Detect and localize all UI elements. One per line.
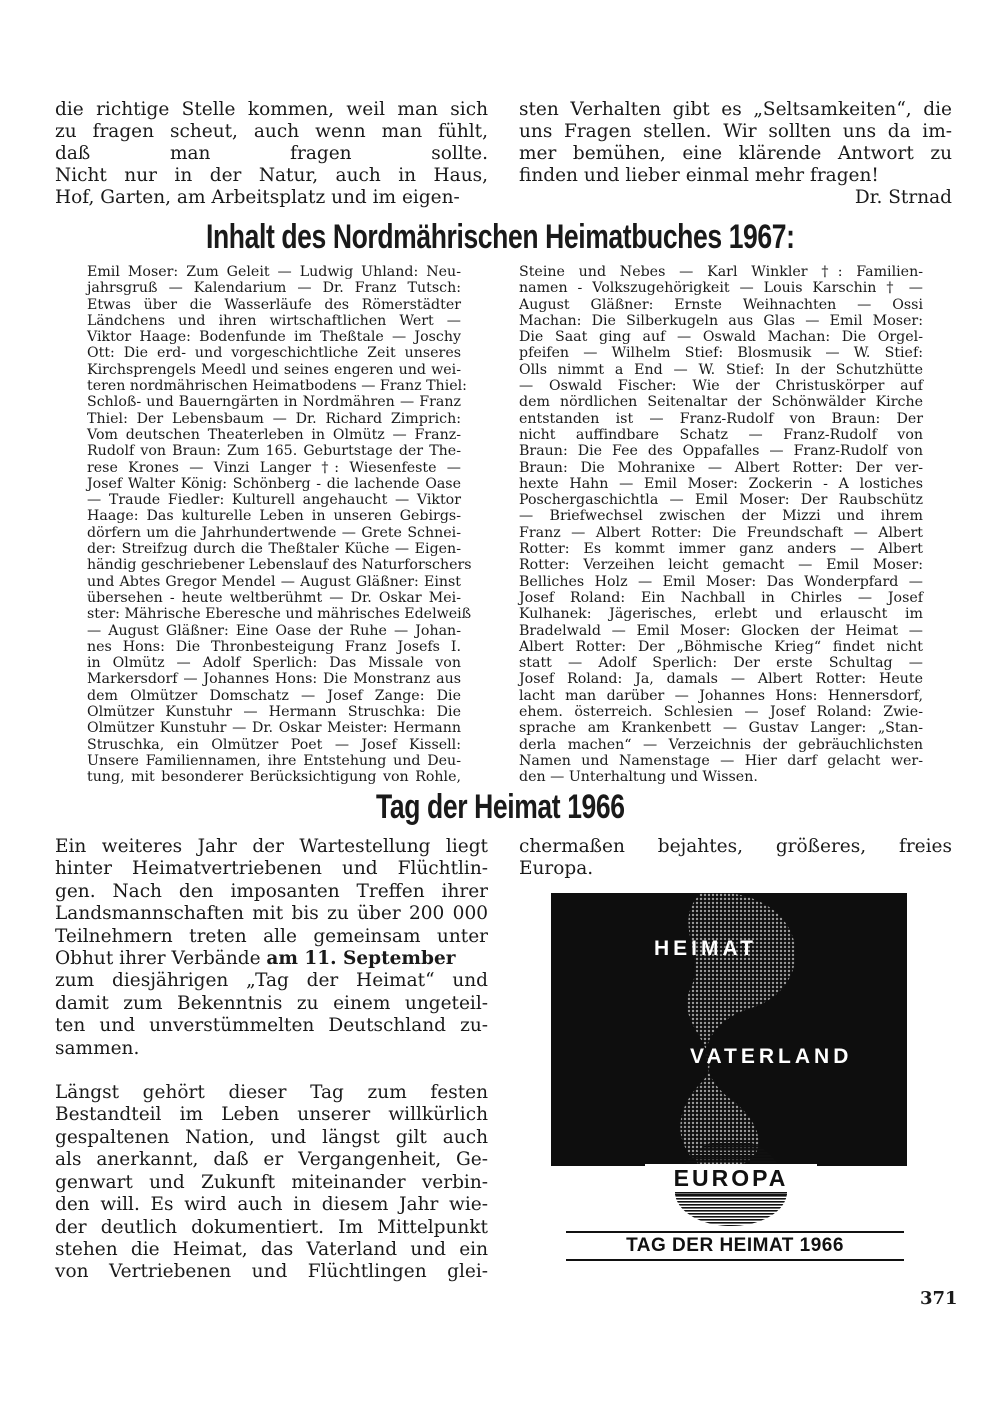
text-line: Kulhanek: Jägerisches, erlebt und erlauscht im [519,606,923,623]
text-line: Obhut ihrer Verbände [55,948,267,970]
text-line: chermaßen bejahtes, größeres, freies [519,836,952,857]
text-line: damit zum Bekenntnis zu einem ungeteil- [55,992,488,1014]
text-line: als anerkannt, daß er Vergangenheit, Ge- [55,1149,488,1171]
toc-heading: Inhalt des Nordmährischen Heimatbuches 1967: [205,218,795,256]
text-line: stehen die Heimat, das Vaterland und ein [55,1238,488,1260]
text-line: ster: Mährische Eberesche und mährisches Edelweiß [87,606,472,623]
text-line: finden und lieber einmal mehr fragen! [519,165,879,186]
top-left-lines [55,99,488,209]
text-line: Olls nimmt a End — W. Stief: In der Schutzhütte [519,361,923,378]
text-line: gespaltenen Nation, und längst gilt auch [55,1126,488,1148]
text-line: Teilnehmern treten alle gemeinsam unter [55,925,488,947]
text-line: Steine und Nebes — Karl Winkler †: Familien- [519,264,923,280]
toc-right-column [519,264,923,786]
text-line: lacht man darüber — Johannes Hons: Hennersdorf, [519,687,923,704]
text-line: nes Hons: Die Thronbesteigung Franz Josefs I. [87,638,461,655]
toc-left-column [87,264,472,786]
europa-globe [645,1160,817,1230]
text-line: hexte Hahn — Emil Moser: Zockerin - A lostiches [519,475,923,492]
text-line: rese Krones — Vinzi Langer †: Wiesenfeste — [87,459,461,476]
text-line: daß man fragen sollte. [55,143,488,164]
text-line: derla machen“ — Verzeichnis der gebräuchlichsten [519,736,923,753]
text-line: sammen. [55,1037,140,1059]
text-line: teren nordmährischen Heimatbodens — Franz Thiel: [87,378,467,395]
article-left-column [55,836,488,1284]
text-line: der deutlich dokumentiert. Im Mittelpunkt [55,1216,488,1238]
text-line: statt — Adolf Sperlich: Der erste Schultag — [519,655,923,672]
page-number: 371 [920,1288,958,1309]
text-line: Belliches Holz — Emil Moser: Das Wonderpfard — [519,573,923,590]
text-line: entstanden ist — Franz-Rudolf von Braun: Der [519,410,923,427]
text-line: Machan: Die Silberkugeln aus Glas — Emil Moser: [519,312,923,329]
text-line: uns Fragen stellen. Wir sollten uns da im- [519,121,952,142]
text-line: Namen und Namenstage — Hier darf gelacht wer- [519,752,923,769]
text-line: hinter Heimatvertriebenen und Flüchtlin- [55,858,488,880]
text-line: den — Unterhaltung und Wissen. [519,769,758,786]
text-line: mer bemühen, eine klärende Antwort zu [519,143,952,164]
text-line: Viktor Haage: Bodenfunde im Theßtale — Joschy [87,329,461,346]
text-line: Josef Walter König: Schönberg - die lachende Oase [87,475,461,492]
text-line: sten Verhalten gibt es „Seltsamkeiten“, die [519,99,952,120]
text-line: dörfern um die Jahrhundertwende — Grete Schnei- [87,524,461,541]
author-signature: Dr. Strnad [854,187,952,208]
text-line: von Vertriebenen und Flüchtlingen glei- [55,1261,488,1283]
text-line: Josef Roland: Ja, damals — Albert Rotter: Heute [519,671,923,688]
text-line: den will. Es wird auch in diesem Jahr wie- [55,1194,488,1216]
text-line: übersehen - heute weltberühmt — Dr. Oskar Mei- [87,589,461,606]
text-line: tung, mit besonderer Berücksichtigung von Rohle, [87,769,461,786]
text-line: Olmützer Kunstuhr — Hermann Struschka: Die [87,704,461,721]
article-date: am 11. September [266,948,456,970]
text-line: — Traude Fiedler: Kulturell angehaucht — Viktor [87,492,461,509]
text-line: Struschka, ein Olmützer Poet — Josef Kissell: [87,736,461,753]
text-line: Rudolf von Braun: Zum 165. Geburtstage der The- [87,443,461,460]
text-line: Josef Roland: Ein Nachball in Chirles — Josef [519,589,923,606]
text-line: Rotter: Verzeihen leicht gemacht — Emil Moser: [519,557,923,574]
text-line: jahrsgruß — Kalendarium — Dr. Franz Tutsch: [87,280,461,297]
text-line: Ein weiteres Jahr der Wartestellung liegt [55,836,488,857]
text-line: genwart und Zukunft miteinander verbin- [55,1171,488,1193]
text-line: in Olmütz — Adolf Sperlich: Das Missale von [87,655,461,672]
text-line: Europa. [519,858,594,880]
text-line: dem nördlichen Seitenaltar der Schönwälder Kirche [519,394,923,411]
toc-left-lines [87,264,472,786]
text-line: — Oswald Fischer: Wie der Christuskörper auf [519,378,923,395]
poster-vaterland-label: VATERLAND [690,1045,853,1068]
text-line: Vom deutschen Theaterleben in Olmütz — Franz- [87,426,461,443]
text-line: Bestandteil im Leben unserer willkürlich [55,1104,488,1126]
text-line: — August Gläßner: Eine Oase der Ruhe — Johan- [87,622,461,639]
text-line: händig geschriebener Lebenslauf des Naturforschers [87,557,472,574]
poster-heimat-label: HEIMAT [654,937,757,960]
text-line: — Briefwechsel zwischen der Mizzi und ihrem [519,508,923,525]
text-line: ten und unverstümmelten Deutschland zu- [55,1015,488,1037]
text-line: ehem. österreich. Schlesien — Josef Roland: Zwie- [519,704,923,721]
text-line: Thiel: Der Lebensbaum — Dr. Richard Zimprich: [87,410,461,427]
text-line: Schloß- und Bauerngärten in Nordmähren — Franz [87,394,461,411]
text-line: Olmützer Kunstuhr — Dr. Oskar Meister: Hermann [87,720,461,737]
top-right-lines [519,99,952,187]
text-line: Markersdorf — Johannes Hons: Die Monstranz aus [87,671,461,688]
text-line: gen. Nach den imposanten Treffen ihrer [55,880,488,902]
globe-bottom-icon [645,1192,817,1228]
text-line: Kirchsprengels Meedl und seines engeren und wei- [87,361,461,378]
text-line: Braun: Die Fee des Oppafalles — Franz-Rudolf von [519,443,923,460]
text-line: die richtige Stelle kommen, weil man sich [55,99,488,120]
text-line: zum diesjährigen „Tag der Heimat“ und [55,970,488,992]
text-line: sprache am Krankenbett — Gustav Langer: „Stan- [519,720,923,737]
top-left-column [55,99,488,209]
text-line: Ott: Die erd- und vorgeschichtliche Zeit unseres [87,345,461,362]
text-line: dem Olmützer Domschatz — Josef Zange: Die [87,687,461,704]
text-line: Bradelwald — Emil Moser: Glocken der Heimat — [519,622,923,639]
article-right-column [519,836,952,881]
text-line: Unsere Familiennamen, ihre Entstehung und Deu- [87,752,461,769]
text-line: Rotter: Es kommt immer ganz anders — Albert [519,541,923,558]
top-right-column [519,99,952,209]
text-line: Landsmannschaften mit bis zu über 200 000 [55,903,488,925]
toc-right-lines [519,264,923,786]
article-heading: Tag der Heimat 1966 [375,788,625,826]
text-line: August Gläßner: Ernste Weihnachten — Ossi [519,296,923,313]
text-line: zu fragen scheut, auch wenn man fühlt, [55,121,488,142]
poster-tag-label: TAG DER HEIMAT 1966 [566,1231,904,1261]
text-line: Braun: Die Mohranixe — Albert Rotter: Der ver- [519,459,923,476]
article-right-lines [519,836,952,881]
article-paragraph-1 [55,836,488,1060]
text-line: und Abtes Gregor Mendel — August Gläßner: Einst [87,573,461,590]
poster-europa-label: EUROPA [645,1164,817,1192]
text-line: Haage: Das kulturelle Leben in unseren Gebirgs- [87,508,461,525]
text-line: Franz — Albert Rotter: Die Freundschaft — Albert [519,524,923,541]
text-line: Emil Moser: Zum Geleit — Ludwig Uhland: Neu- [87,264,461,280]
text-line: namen - Volkszugehörigkeit — Louis Karschin † — [519,280,923,297]
text-line: Die Saat ging auf — Oswald Machan: Die Orgel- [519,329,923,346]
text-line: Längst gehört dieser Tag zum festen [55,1082,488,1104]
text-line: Hof, Garten, am Arbeitsplatz und im eigen- [55,187,460,208]
text-line: pfeifen — Wilhelm Stief: Blosmusik — W. Stief: [519,345,923,362]
text-line: Albert Rotter: Der „Böhmische Krieg“ findet nicht [519,638,923,655]
text-line: Poschergaschichtla — Emil Moser: Der Raubschütz [519,492,923,509]
text-line: nicht auffindbare Schatz — Franz-Rudolf von [519,426,923,443]
text-line: Ländchens und ihren wirtschaftlichen Wert — [87,312,461,329]
text-line: Etwas über die Wasserläufe des Römerstädter [87,296,461,313]
text-line: der: Streifzug durch die Theßtaler Küche — Eigen- [87,541,461,558]
text-line: Nicht nur in der Natur, auch in Haus, [55,165,488,186]
article-paragraph-2 [55,1082,488,1284]
